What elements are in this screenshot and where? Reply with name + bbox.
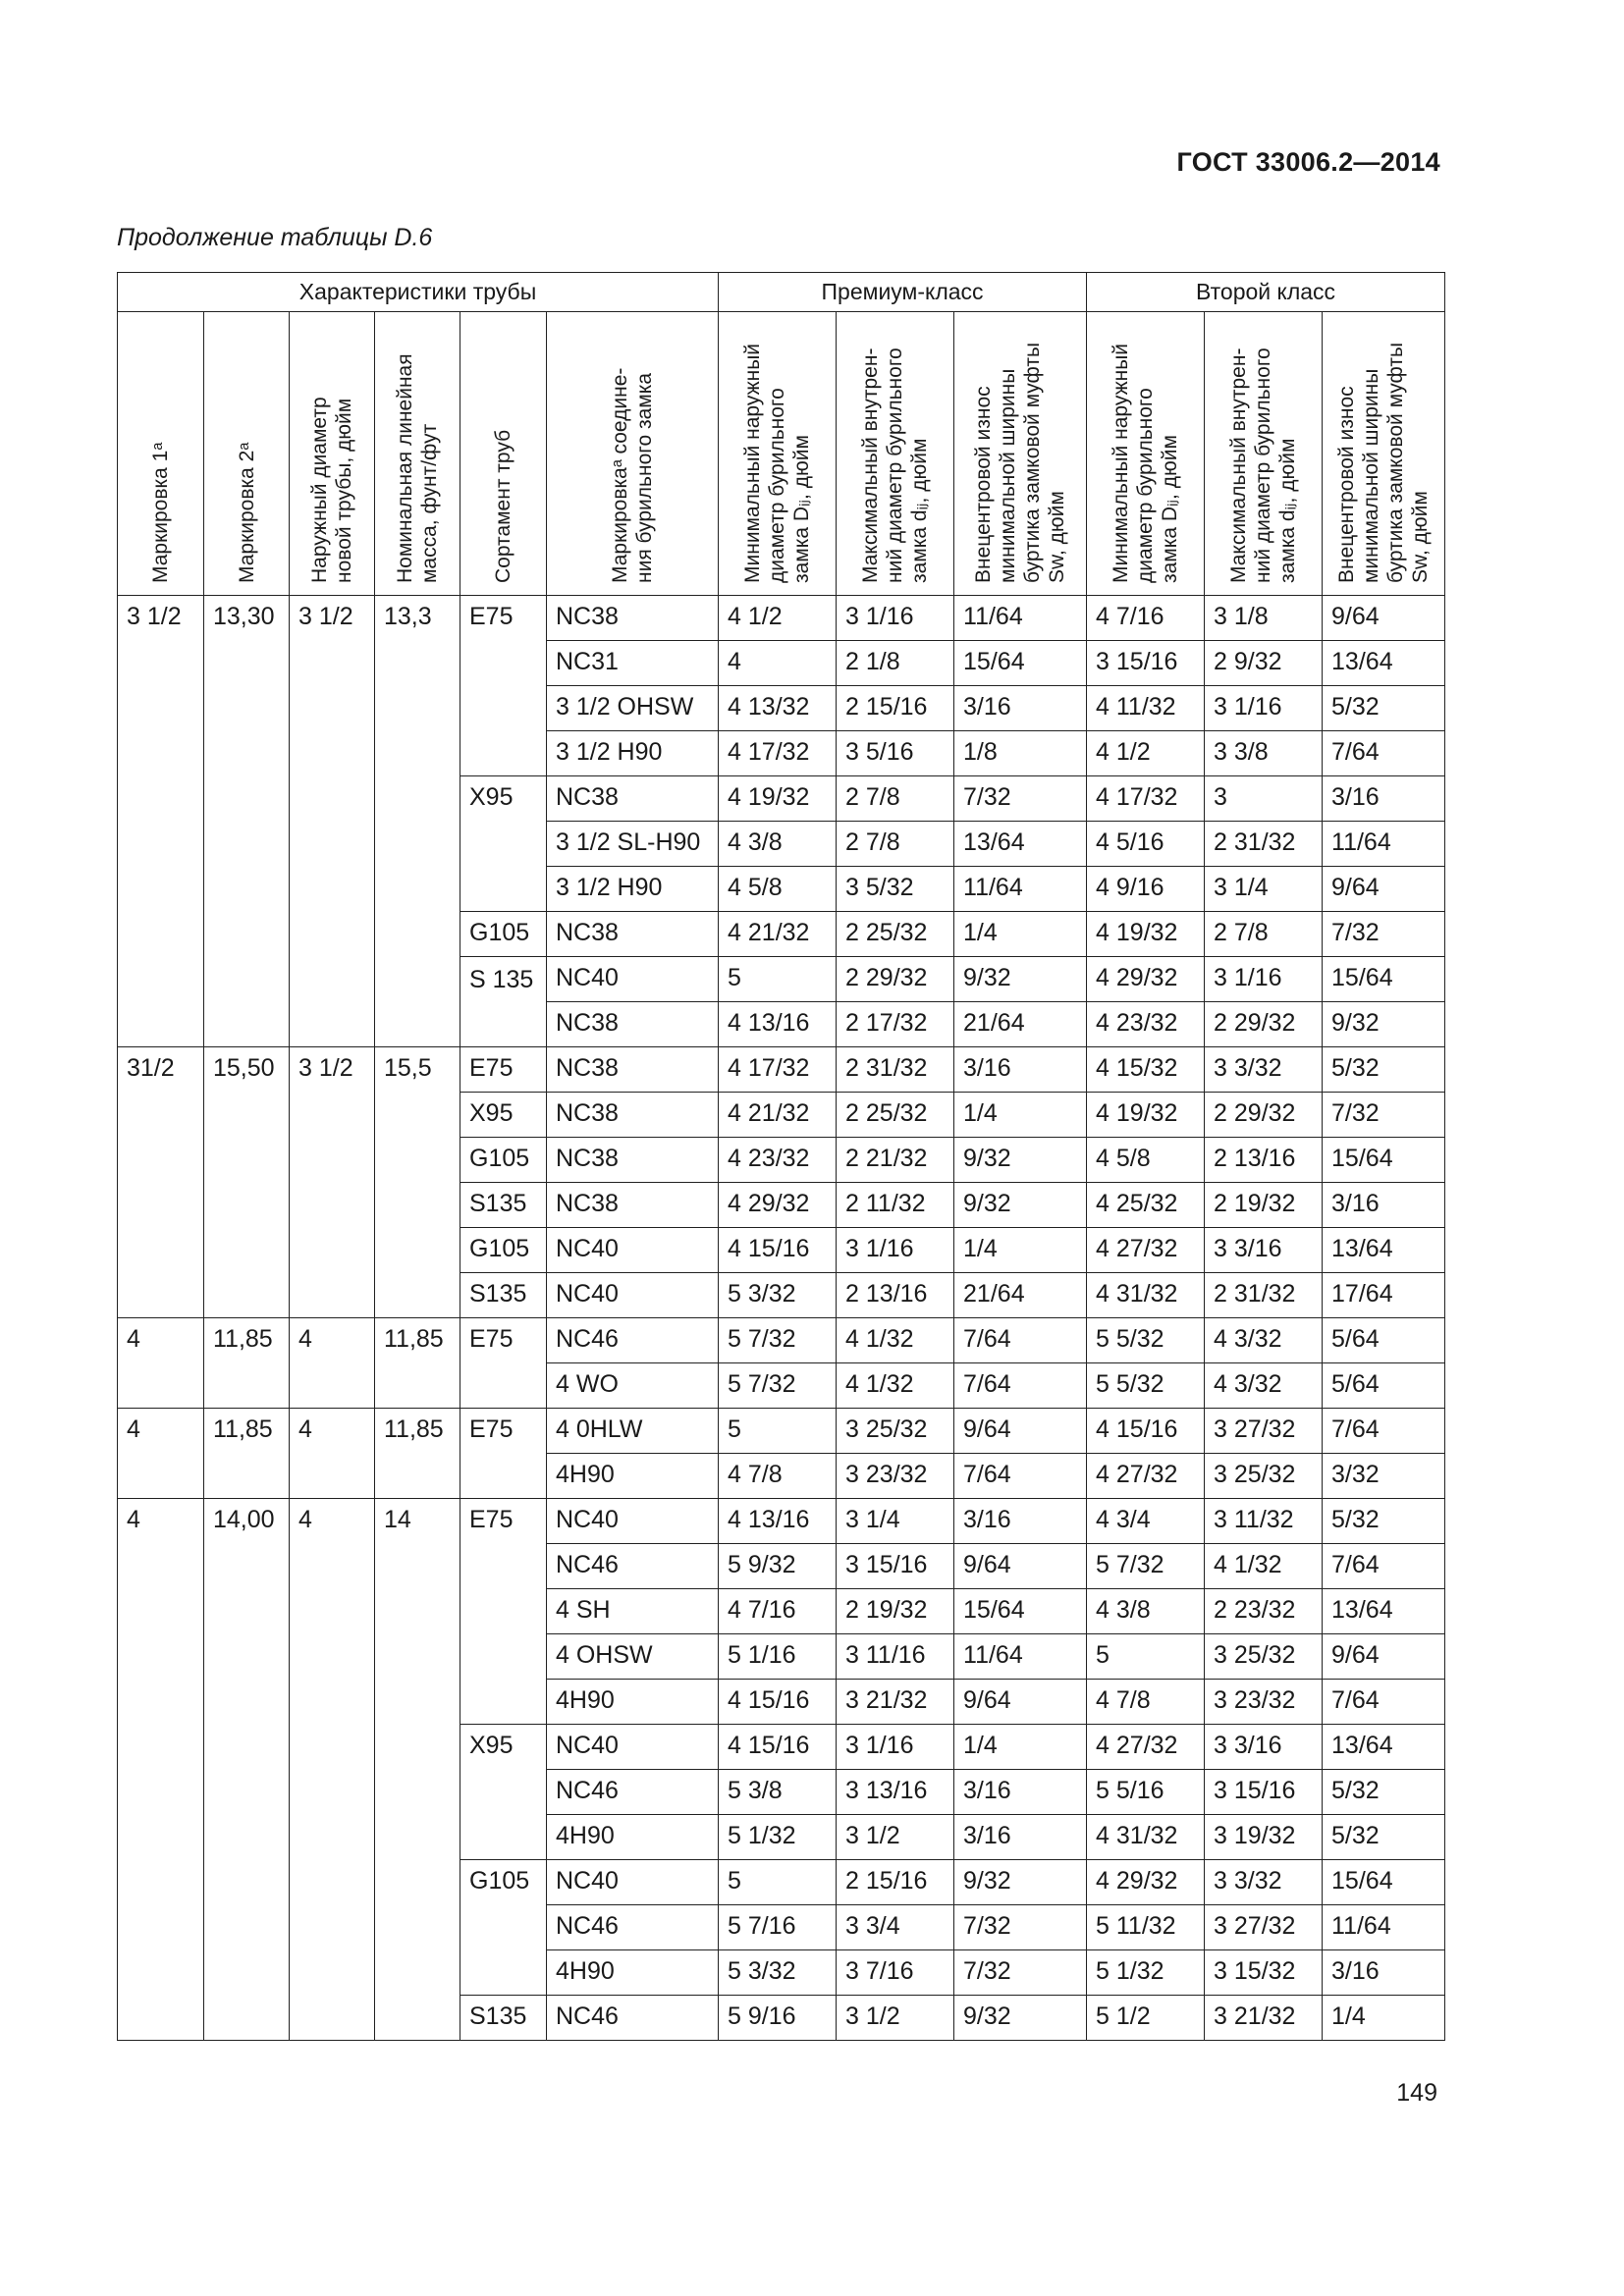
value-cell: 4 13/16	[719, 1002, 837, 1047]
value-cell: 2 15/16	[837, 686, 954, 731]
value-cell: 4 15/16	[719, 1725, 837, 1770]
connection-cell: NC40	[547, 1228, 719, 1273]
value-cell: 1/4	[954, 1228, 1087, 1273]
value-cell: 1/4	[954, 1093, 1087, 1138]
group-header-second: Второй класс	[1087, 273, 1445, 312]
value-cell: 9/32	[954, 1860, 1087, 1905]
value-cell: 4 27/32	[1087, 1725, 1205, 1770]
value-cell: 9/32	[954, 1138, 1087, 1183]
value-cell: 3 1/4	[1205, 867, 1323, 912]
column-header-label: Маркировка 1ᵃ	[149, 442, 172, 583]
value-cell: 13/64	[1323, 1589, 1445, 1634]
value-cell: 5 1/16	[719, 1634, 837, 1680]
value-cell: 3/16	[954, 1815, 1087, 1860]
value-cell: 11/64	[954, 1634, 1087, 1680]
value-cell: 3 23/32	[837, 1454, 954, 1499]
value-cell: 3 1/8	[1205, 596, 1323, 641]
value-cell: 2 11/32	[837, 1183, 954, 1228]
pipe-grade-cell: G105	[460, 1228, 547, 1273]
group-header-premium: Премиум-класс	[719, 273, 1087, 312]
pipe-grade-cell: X95	[460, 1725, 547, 1860]
column-header	[204, 312, 290, 596]
value-cell: 3 3/4	[837, 1905, 954, 1950]
marking-2-cell: 15,50	[204, 1047, 290, 1318]
connection-cell: NC38	[547, 912, 719, 957]
value-cell: 4 13/32	[719, 686, 837, 731]
value-cell: 3/16	[1323, 1950, 1445, 1996]
column-header	[954, 312, 1087, 596]
value-cell: 4 19/32	[1087, 912, 1205, 957]
value-cell: 4 13/16	[719, 1499, 837, 1544]
value-cell: 4 19/32	[1087, 1093, 1205, 1138]
value-cell: 2 23/32	[1205, 1589, 1323, 1634]
page-number: 149	[1396, 2079, 1437, 2107]
value-cell: 3 11/32	[1205, 1499, 1323, 1544]
value-cell: 5 9/32	[719, 1544, 837, 1589]
value-cell: 3 5/32	[837, 867, 954, 912]
value-cell: 3 15/16	[1087, 641, 1205, 686]
value-cell: 3/16	[1323, 1183, 1445, 1228]
value-cell: 4 31/32	[1087, 1273, 1205, 1318]
value-cell: 9/32	[1323, 1002, 1445, 1047]
column-header	[290, 312, 375, 596]
value-cell: 3 25/32	[837, 1409, 954, 1454]
column-header-label: Внецентровой износ минимальной ширины буртика замковой муфты Sw, дюйм	[1335, 342, 1433, 583]
column-header-label: Маркировка 2ᵃ	[235, 442, 258, 583]
value-cell: 3 3/32	[1205, 1047, 1323, 1093]
value-cell: 9/64	[1323, 867, 1445, 912]
value-cell: 2 21/32	[837, 1138, 954, 1183]
pipe-grade-cell: E75	[460, 1318, 547, 1409]
marking-1-cell: 4	[118, 1499, 204, 2041]
value-cell: 4 17/32	[719, 731, 837, 776]
value-cell: 5 3/32	[719, 1273, 837, 1318]
pipe-grade-cell: S 135	[460, 957, 547, 1047]
connection-cell: NC40	[547, 957, 719, 1002]
value-cell: 2 13/16	[1205, 1138, 1323, 1183]
connection-cell: NC38	[547, 596, 719, 641]
value-cell: 2 29/32	[837, 957, 954, 1002]
value-cell: 4 3/8	[719, 822, 837, 867]
value-cell: 3 1/4	[837, 1499, 954, 1544]
value-cell: 3/16	[1323, 776, 1445, 822]
value-cell: 4 1/32	[837, 1318, 954, 1363]
value-cell: 9/64	[1323, 596, 1445, 641]
value-cell: 5/64	[1323, 1318, 1445, 1363]
value-cell: 17/64	[1323, 1273, 1445, 1318]
value-cell: 5/32	[1323, 1499, 1445, 1544]
connection-cell: NC38	[547, 1093, 719, 1138]
value-cell: 5	[719, 957, 837, 1002]
connection-cell: 4H90	[547, 1680, 719, 1725]
connection-cell: NC38	[547, 776, 719, 822]
value-cell: 7/32	[954, 776, 1087, 822]
value-cell: 3 19/32	[1205, 1815, 1323, 1860]
pipe-grade-cell: E75	[460, 596, 547, 776]
column-header-label: Внецентровой износ минимальной ширины буртика замковой муфты Sw, дюйм	[972, 342, 1069, 583]
value-cell: 15/64	[954, 1589, 1087, 1634]
value-cell: 15/64	[1323, 1860, 1445, 1905]
value-cell: 4 3/8	[1087, 1589, 1205, 1634]
value-cell: 4 1/32	[837, 1363, 954, 1409]
value-cell: 4 15/16	[1087, 1409, 1205, 1454]
value-cell: 4 23/32	[719, 1138, 837, 1183]
value-cell: 9/32	[954, 1183, 1087, 1228]
pipe-grade-cell: S135	[460, 1183, 547, 1228]
value-cell: 4 15/16	[719, 1228, 837, 1273]
value-cell: 21/64	[954, 1002, 1087, 1047]
value-cell: 2 17/32	[837, 1002, 954, 1047]
value-cell: 4 7/16	[719, 1589, 837, 1634]
connection-cell: 4 OHSW	[547, 1634, 719, 1680]
value-cell: 5	[719, 1860, 837, 1905]
value-cell: 4 7/8	[719, 1454, 837, 1499]
value-cell: 15/64	[1323, 1138, 1445, 1183]
value-cell: 2 25/32	[837, 912, 954, 957]
table-row	[118, 596, 1445, 641]
value-cell: 4 7/16	[1087, 596, 1205, 641]
column-header-label: Сортамент труб	[492, 429, 514, 583]
value-cell: 3 27/32	[1205, 1905, 1323, 1950]
value-cell: 9/64	[1323, 1634, 1445, 1680]
value-cell: 11/64	[954, 867, 1087, 912]
value-cell: 21/64	[954, 1273, 1087, 1318]
value-cell: 4 5/8	[719, 867, 837, 912]
value-cell: 5 3/32	[719, 1950, 837, 1996]
column-header	[547, 312, 719, 596]
value-cell: 13/64	[1323, 641, 1445, 686]
column-header	[1323, 312, 1445, 596]
column-header-label: Маркировкаᵃ соедине- ния бурильного замка	[609, 367, 656, 583]
column-header	[1205, 312, 1323, 596]
value-cell: 9/32	[954, 1996, 1087, 2041]
table-caption: Продолжение таблицы D.6	[117, 224, 433, 251]
connection-cell: 3 1/2 H90	[547, 867, 719, 912]
connection-cell: 4H90	[547, 1950, 719, 1996]
value-cell: 4 11/32	[1087, 686, 1205, 731]
pipe-grade-cell: G105	[460, 1860, 547, 1996]
value-cell: 3 1/16	[1205, 957, 1323, 1002]
marking-1-cell: 31/2	[118, 1047, 204, 1318]
value-cell: 7/32	[1323, 1093, 1445, 1138]
value-cell: 3 1/16	[1205, 686, 1323, 731]
pipe-grade-cell: G105	[460, 1138, 547, 1183]
group-header-pipe: Характеристики трубы	[118, 273, 719, 312]
value-cell: 5/32	[1323, 1047, 1445, 1093]
connection-cell: NC46	[547, 1905, 719, 1950]
value-cell: 5 11/32	[1087, 1905, 1205, 1950]
outer-diameter-cell: 3 1/2	[290, 1047, 375, 1318]
value-cell: 7/64	[1323, 1680, 1445, 1725]
value-cell: 4 17/32	[719, 1047, 837, 1093]
marking-1-cell: 4	[118, 1318, 204, 1409]
value-cell: 4 3/32	[1205, 1363, 1323, 1409]
value-cell: 3 1/16	[837, 1228, 954, 1273]
value-cell: 2 25/32	[837, 1093, 954, 1138]
value-cell: 4 27/32	[1087, 1454, 1205, 1499]
value-cell: 4 1/2	[1087, 731, 1205, 776]
value-cell: 11/64	[1323, 822, 1445, 867]
outer-diameter-cell: 3 1/2	[290, 596, 375, 1047]
connection-cell: NC46	[547, 1996, 719, 2041]
pipe-grade-cell: S135	[460, 1996, 547, 2041]
value-cell: 3 3/32	[1205, 1860, 1323, 1905]
value-cell: 7/64	[954, 1318, 1087, 1363]
value-cell: 3 25/32	[1205, 1454, 1323, 1499]
value-cell: 4 3/4	[1087, 1499, 1205, 1544]
value-cell: 5	[1087, 1634, 1205, 1680]
column-header	[118, 312, 204, 596]
value-cell: 11/64	[954, 596, 1087, 641]
value-cell: 3 5/16	[837, 731, 954, 776]
value-cell: 5 5/32	[1087, 1363, 1205, 1409]
pipe-grade-cell: X95	[460, 776, 547, 912]
value-cell: 13/64	[954, 822, 1087, 867]
column-header-label: Максимальный внутрен- ний диаметр бурильного замка dᵢⱼ, дюйм	[1227, 347, 1300, 583]
value-cell: 3 27/32	[1205, 1409, 1323, 1454]
value-cell: 3/16	[954, 1047, 1087, 1093]
connection-cell: NC46	[547, 1544, 719, 1589]
value-cell: 4 19/32	[719, 776, 837, 822]
value-cell: 3 1/2	[837, 1815, 954, 1860]
value-cell: 4 1/2	[719, 596, 837, 641]
value-cell: 2 29/32	[1205, 1093, 1323, 1138]
value-cell: 3 3/16	[1205, 1228, 1323, 1273]
marking-2-cell: 11,85	[204, 1409, 290, 1499]
value-cell: 4 3/32	[1205, 1318, 1323, 1363]
value-cell: 3 21/32	[837, 1680, 954, 1725]
value-cell: 3 7/16	[837, 1950, 954, 1996]
value-cell: 3 23/32	[1205, 1680, 1323, 1725]
connection-cell: NC40	[547, 1499, 719, 1544]
connection-cell: NC40	[547, 1273, 719, 1318]
table-row	[118, 1499, 1445, 1544]
pipe-grade-cell: E75	[460, 1047, 547, 1093]
value-cell: 5/32	[1323, 1770, 1445, 1815]
value-cell: 5/32	[1323, 1815, 1445, 1860]
value-cell: 3 1/16	[837, 596, 954, 641]
value-cell: 15/64	[954, 641, 1087, 686]
value-cell: 3/16	[954, 1770, 1087, 1815]
value-cell: 5 1/32	[1087, 1950, 1205, 1996]
value-cell: 5	[719, 1409, 837, 1454]
value-cell: 3 15/16	[837, 1544, 954, 1589]
connection-cell: 4 SH	[547, 1589, 719, 1634]
value-cell: 4 21/32	[719, 912, 837, 957]
value-cell: 5 3/8	[719, 1770, 837, 1815]
value-cell: 3/16	[954, 1499, 1087, 1544]
value-cell: 5 5/16	[1087, 1770, 1205, 1815]
pipe-grade-cell: X95	[460, 1093, 547, 1138]
column-header-label: Максимальный внутрен- ний диаметр бурильного замка dᵢⱼ, дюйм	[859, 347, 932, 583]
value-cell: 4 7/8	[1087, 1680, 1205, 1725]
linear-mass-cell: 13,3	[375, 596, 460, 1047]
value-cell: 7/64	[954, 1454, 1087, 1499]
connection-cell: NC38	[547, 1047, 719, 1093]
value-cell: 4 29/32	[719, 1183, 837, 1228]
value-cell: 4 1/32	[1205, 1544, 1323, 1589]
value-cell: 5 7/32	[719, 1318, 837, 1363]
value-cell: 4 29/32	[1087, 957, 1205, 1002]
linear-mass-cell: 14	[375, 1499, 460, 2041]
value-cell: 4 15/32	[1087, 1047, 1205, 1093]
linear-mass-cell: 15,5	[375, 1047, 460, 1318]
value-cell: 3 1/16	[837, 1725, 954, 1770]
value-cell: 3 25/32	[1205, 1634, 1323, 1680]
table-row	[118, 1318, 1445, 1363]
value-cell: 4 27/32	[1087, 1228, 1205, 1273]
pipe-grade-cell: E75	[460, 1499, 547, 1725]
value-cell: 3 3/16	[1205, 1725, 1323, 1770]
value-cell: 3 13/16	[837, 1770, 954, 1815]
value-cell: 4 9/16	[1087, 867, 1205, 912]
value-cell: 13/64	[1323, 1725, 1445, 1770]
value-cell: 9/64	[954, 1409, 1087, 1454]
value-cell: 7/64	[1323, 1544, 1445, 1589]
value-cell: 11/64	[1323, 1905, 1445, 1950]
column-header-label: Минимальный наружный диаметр бурильного замка Dᵢⱼ, дюйм	[1110, 343, 1182, 583]
marking-2-cell: 11,85	[204, 1318, 290, 1409]
linear-mass-cell: 11,85	[375, 1318, 460, 1409]
value-cell: 7/32	[954, 1950, 1087, 1996]
column-header	[460, 312, 547, 596]
value-cell: 2 19/32	[837, 1589, 954, 1634]
value-cell: 2 7/8	[837, 822, 954, 867]
connection-cell: NC46	[547, 1770, 719, 1815]
value-cell: 4 17/32	[1087, 776, 1205, 822]
connection-cell: 3 1/2 H90	[547, 731, 719, 776]
value-cell: 2 31/32	[837, 1047, 954, 1093]
value-cell: 2 7/8	[837, 776, 954, 822]
outer-diameter-cell: 4	[290, 1409, 375, 1499]
connection-cell: 3 1/2 OHSW	[547, 686, 719, 731]
column-header-label: Минимальный наружный диаметр бурильного замка Dᵢⱼ, дюйм	[741, 343, 814, 583]
outer-diameter-cell: 4	[290, 1499, 375, 2041]
connection-cell: 4H90	[547, 1454, 719, 1499]
column-header	[375, 312, 460, 596]
value-cell: 2 13/16	[837, 1273, 954, 1318]
value-cell: 9/64	[954, 1680, 1087, 1725]
value-cell: 3 15/16	[1205, 1770, 1323, 1815]
value-cell: 3 3/8	[1205, 731, 1323, 776]
value-cell: 4 15/16	[719, 1680, 837, 1725]
column-header	[719, 312, 837, 596]
value-cell: 2 1/8	[837, 641, 954, 686]
value-cell: 4 23/32	[1087, 1002, 1205, 1047]
table-row	[118, 1047, 1445, 1093]
value-cell: 3 1/2	[837, 1996, 954, 2041]
connection-cell: NC38	[547, 1138, 719, 1183]
value-cell: 5 9/16	[719, 1996, 837, 2041]
value-cell: 13/64	[1323, 1228, 1445, 1273]
value-cell: 3/32	[1323, 1454, 1445, 1499]
value-cell: 4 31/32	[1087, 1815, 1205, 1860]
value-cell: 7/64	[1323, 1409, 1445, 1454]
value-cell: 2 9/32	[1205, 641, 1323, 686]
value-cell: 4 5/8	[1087, 1138, 1205, 1183]
value-cell: 2 7/8	[1205, 912, 1323, 957]
connection-cell: 4H90	[547, 1815, 719, 1860]
connection-cell: NC40	[547, 1860, 719, 1905]
value-cell: 7/64	[954, 1363, 1087, 1409]
pipe-grade-cell: E75	[460, 1409, 547, 1499]
value-cell: 2 31/32	[1205, 1273, 1323, 1318]
value-cell: 4 21/32	[719, 1093, 837, 1138]
value-cell: 7/32	[954, 1905, 1087, 1950]
value-cell: 7/64	[1323, 731, 1445, 776]
value-cell: 15/64	[1323, 957, 1445, 1002]
column-header-label: Наружный диаметр новой трубы, дюйм	[308, 397, 355, 583]
value-cell: 4 25/32	[1087, 1183, 1205, 1228]
value-cell: 3 11/16	[837, 1634, 954, 1680]
value-cell: 3/16	[954, 686, 1087, 731]
marking-1-cell: 3 1/2	[118, 596, 204, 1047]
marking-1-cell: 4	[118, 1409, 204, 1499]
value-cell: 2 29/32	[1205, 1002, 1323, 1047]
standard-code: ГОСТ 33006.2—2014	[1176, 147, 1440, 177]
marking-2-cell: 13,30	[204, 596, 290, 1047]
connection-cell: NC46	[547, 1318, 719, 1363]
value-cell: 5 5/32	[1087, 1318, 1205, 1363]
value-cell: 1/8	[954, 731, 1087, 776]
linear-mass-cell: 11,85	[375, 1409, 460, 1499]
value-cell: 2 31/32	[1205, 822, 1323, 867]
connection-cell: NC38	[547, 1183, 719, 1228]
connection-cell: NC38	[547, 1002, 719, 1047]
value-cell: 7/32	[1323, 912, 1445, 957]
pipe-grade-cell: G105	[460, 912, 547, 957]
column-header	[1087, 312, 1205, 596]
value-cell: 5/32	[1323, 686, 1445, 731]
value-cell: 5 7/16	[719, 1905, 837, 1950]
value-cell: 1/4	[954, 1725, 1087, 1770]
value-cell: 5 1/2	[1087, 1996, 1205, 2041]
value-cell: 4 5/16	[1087, 822, 1205, 867]
value-cell: 1/4	[954, 912, 1087, 957]
connection-cell: NC40	[547, 1725, 719, 1770]
value-cell: 5 1/32	[719, 1815, 837, 1860]
connection-cell: 4 WO	[547, 1363, 719, 1409]
connection-cell: NC31	[547, 641, 719, 686]
value-cell: 5 7/32	[719, 1363, 837, 1409]
connection-cell: 3 1/2 SL-H90	[547, 822, 719, 867]
connection-cell: 4 0HLW	[547, 1409, 719, 1454]
column-header	[837, 312, 954, 596]
value-cell: 4	[719, 641, 837, 686]
pipe-grade-cell: S135	[460, 1273, 547, 1318]
value-cell: 1/4	[1323, 1996, 1445, 2041]
value-cell: 2 19/32	[1205, 1183, 1323, 1228]
marking-2-cell: 14,00	[204, 1499, 290, 2041]
value-cell: 3 21/32	[1205, 1996, 1323, 2041]
table-row	[118, 1409, 1445, 1454]
value-cell: 5/64	[1323, 1363, 1445, 1409]
outer-diameter-cell: 4	[290, 1318, 375, 1409]
value-cell: 3	[1205, 776, 1323, 822]
drill-pipe-table	[117, 272, 1445, 2041]
value-cell: 9/32	[954, 957, 1087, 1002]
value-cell: 9/64	[954, 1544, 1087, 1589]
value-cell: 2 15/16	[837, 1860, 954, 1905]
column-header-label: Номинальная линейная масса, фунт/фут	[394, 353, 441, 583]
value-cell: 3 15/32	[1205, 1950, 1323, 1996]
value-cell: 4 29/32	[1087, 1860, 1205, 1905]
value-cell: 5 7/32	[1087, 1544, 1205, 1589]
